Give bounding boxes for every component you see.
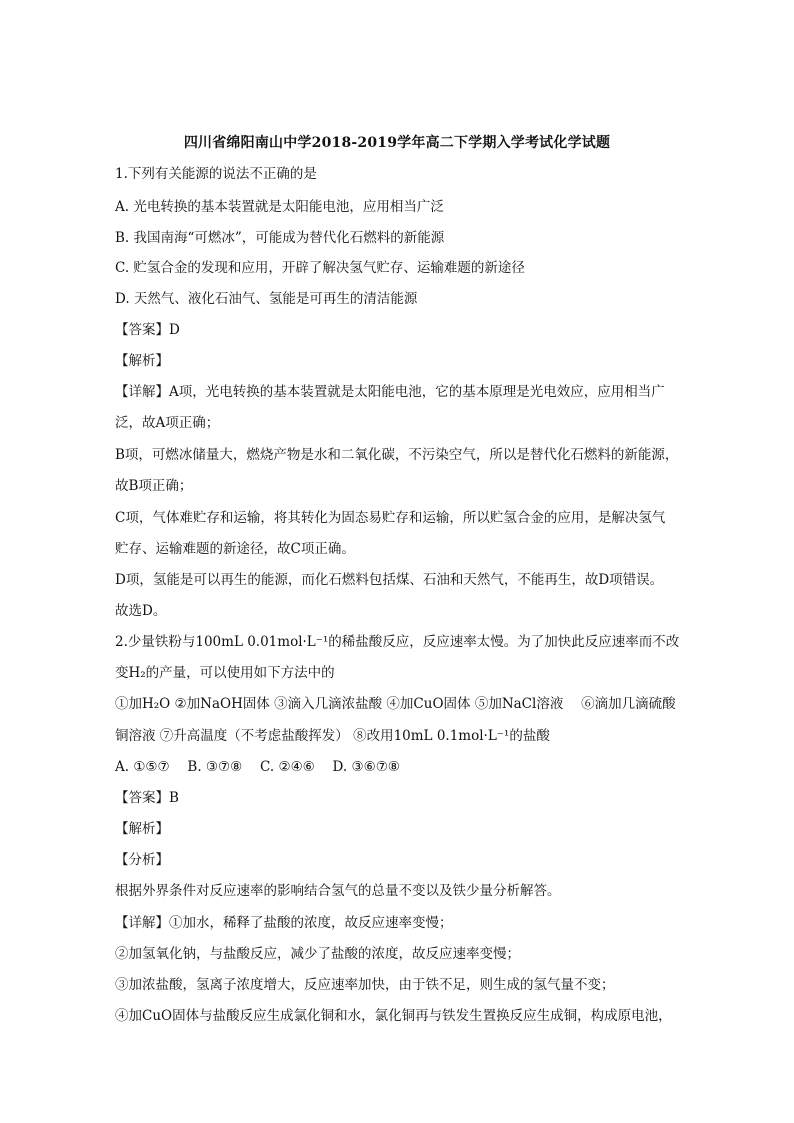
question-2-analysis-subheading: 【分析】 bbox=[115, 852, 169, 868]
question-2-detail-line: 【详解】①加水，稀释了盐酸的浓度，故反应速率变慢； bbox=[115, 915, 453, 931]
question-1-stem: 1.下列有关能源的说法不正确的是 bbox=[115, 166, 317, 182]
question-1-detail-line: B项，可燃冰储量大，燃烧产物是水和二氧化碳，不污染空气，所以是替代化石燃料的新能源， bbox=[115, 447, 679, 463]
question-1-detail-line: 【详解】A项，光电转换的基本装置就是太阳能电池，它的基本原理是光电效应，应用相当广 bbox=[115, 384, 665, 400]
question-1-analysis-heading: 【解析】 bbox=[115, 353, 169, 369]
question-2-options: A. ①⑤⑦ B. ③⑦⑧ C. ②④⑥ D. ③⑥⑦⑧ bbox=[115, 759, 400, 775]
question-2-methods: 铜溶液 ⑦升高温度（不考虑盐酸挥发） ⑧改用10mL 0.1mol·L⁻¹的盐酸 bbox=[115, 728, 550, 744]
question-1-option-c: C. 贮氢合金的发现和应用，开辟了解决氢气贮存、运输难题的新途径 bbox=[115, 260, 525, 276]
question-2-stem: 2.少量铁粉与100mL 0.01mol·L⁻¹的稀盐酸反应，反应速率太慢。为了加快此反应速率而不改 bbox=[115, 634, 680, 650]
question-1-conclusion: 故选D。 bbox=[115, 603, 167, 619]
question-1-option-b: B. 我国南海“可燃冰”，可能成为替代化石燃料的新能源 bbox=[115, 230, 445, 246]
question-2-answer: 【答案】B bbox=[115, 790, 179, 806]
question-2-detail-line: ④加CuO固体与盐酸反应生成氯化铜和水，氯化铜再与铁发生置换反应生成铜，构成原电池， bbox=[115, 1008, 672, 1024]
question-2-analysis-text: 根据外界条件对反应速率的影响结合氢气的总量不变以及铁少量分析解答。 bbox=[115, 883, 561, 899]
question-2-methods: ①加H₂O ②加NaOH固体 ③滴入几滴浓盐酸 ④加CuO固体 ⑤加NaCl溶液 ⑥滴加几滴硫酸 bbox=[115, 696, 676, 712]
question-2-detail-line: ③加浓盐酸，氢离子浓度增大，反应速率加快，由于铁不足，则生成的氢气量不变； bbox=[115, 977, 615, 993]
question-1-detail-line: 贮存、运输难题的新途径，故C项正确。 bbox=[115, 541, 355, 557]
question-1-detail-line: C项，气体难贮存和运输，将其转化为固态易贮存和运输，所以贮氢合金的应用，是解决氢气 bbox=[115, 510, 666, 526]
question-2-analysis-heading: 【解析】 bbox=[115, 821, 169, 837]
question-2-stem: 变H₂的产量，可以使用如下方法中的 bbox=[115, 665, 335, 681]
question-1-option-a: A. 光电转换的基本装置就是太阳能电池，应用相当广泛 bbox=[115, 199, 444, 215]
question-1-option-d: D. 天然气、液化石油气、氢能是可再生的清洁能源 bbox=[115, 291, 418, 307]
question-1-detail-line: 泛，故A项正确； bbox=[115, 415, 220, 431]
question-2-detail-line: ②加氢氧化钠，与盐酸反应，减少了盐酸的浓度，故反应速率变慢； bbox=[115, 946, 520, 962]
question-1-answer: 【答案】D bbox=[115, 322, 180, 338]
question-1-detail-line: D项，氢能是可以再生的能源，而化石燃料包括煤、石油和天然气，不能再生，故D项错误。 bbox=[115, 572, 664, 588]
document-title: 四川省绵阳南山中学2018-2019学年高二下学期入学考试化学试题 bbox=[183, 135, 611, 151]
question-1-detail-line: 故B项正确； bbox=[115, 478, 193, 494]
